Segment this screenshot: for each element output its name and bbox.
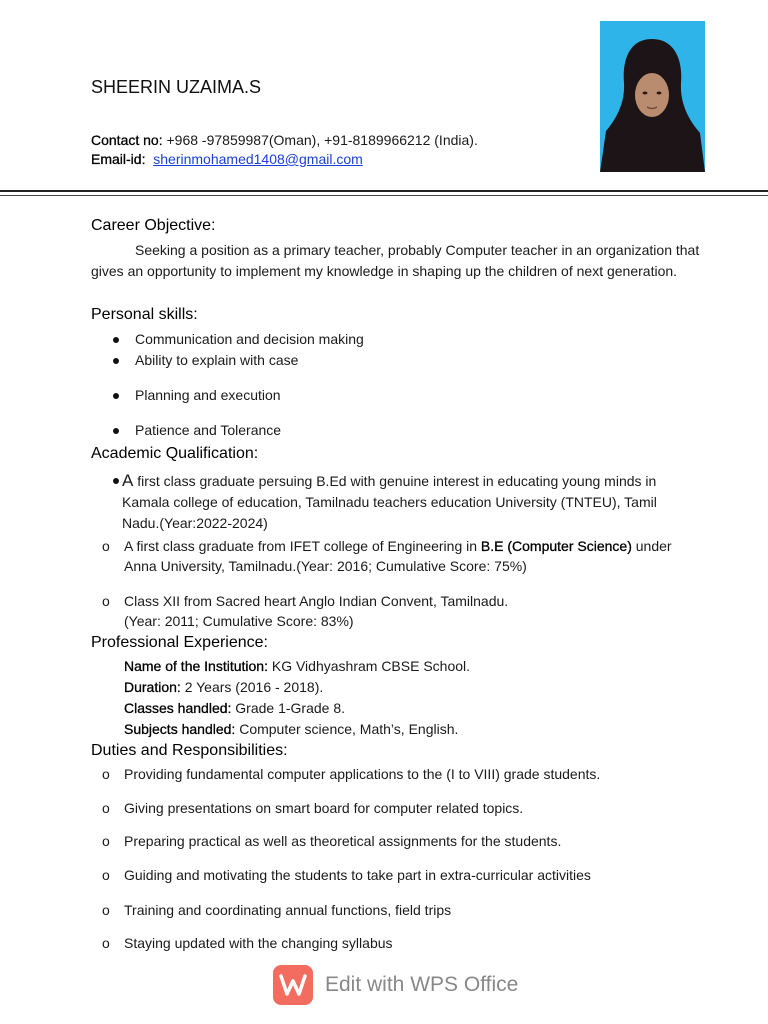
bed-line-2: Kamala college of education, Tamilnadu teachers education University (TNTEU), Tamil	[122, 494, 657, 510]
subjects-line	[124, 719, 458, 740]
circle-marker-icon: o	[102, 902, 110, 918]
header-rule-thin	[0, 195, 768, 196]
portrait-image	[600, 21, 705, 172]
circle-marker-icon: o	[102, 935, 110, 951]
circle-marker-icon: o	[102, 800, 110, 816]
classes-label: Classes handled:	[124, 700, 232, 716]
duty-text: Staying updated with the changing syllabus	[124, 935, 393, 951]
wps-watermark[interactable]	[273, 965, 518, 1005]
skill-text: Ability to explain with case	[135, 352, 299, 368]
bed-line-3: Nadu.(Year:2022-2024)	[122, 515, 268, 531]
xii-line-1: Class XII from Sacred heart Anglo Indian Convent, Tamilnadu.	[124, 593, 509, 609]
duration-line	[124, 677, 323, 698]
bullet-icon	[113, 393, 119, 399]
duty-text: Guiding and motivating the students to take part in extra-curricular activities	[124, 867, 591, 883]
bullet-icon	[113, 428, 119, 434]
wps-logo-icon	[273, 965, 313, 1005]
circle-marker-icon: o	[102, 833, 110, 849]
skill-text: Patience and Tolerance	[135, 422, 282, 438]
circle-marker-icon: o	[102, 538, 110, 554]
duties-heading: Duties and Responsibilities:	[91, 742, 288, 759]
experience-heading: Professional Experience:	[91, 634, 268, 651]
be-line-2: Anna University, Tamilnadu.(Year: 2016; Cumulative Score: 75%)	[124, 558, 527, 574]
wps-w-glyph	[279, 973, 307, 997]
institution-value: KG Vidhyashram CBSE School.	[267, 658, 471, 674]
wps-watermark-text: Edit with WPS Office	[325, 973, 519, 996]
career-text: Seeking a position as a primary teacher, probably Computer teacher in an organization that gives an opportunity to implement my knowledge in shaping up the children of next generation.	[91, 242, 700, 279]
header-rule	[0, 190, 768, 192]
candidate-name: SHEERIN UZAIMA.S	[91, 77, 262, 97]
subjects-label: Subjects handled:	[124, 721, 236, 737]
bullet-icon	[113, 358, 119, 364]
profile-photo	[600, 21, 705, 172]
be-text-a: A first class graduate from IFET college of Engineering in	[124, 538, 481, 554]
email-link[interactable]: sherinmohamed1408@gmail.com	[153, 151, 363, 167]
duty-text: Preparing practical as well as theoretical assignments for the students.	[124, 833, 562, 849]
bullet-icon	[113, 478, 119, 484]
duration-value: 2 Years (2016 - 2018).	[180, 679, 324, 695]
skills-heading: Personal skills:	[91, 306, 198, 323]
skill-text: Planning and execution	[135, 387, 281, 403]
bullet-icon	[113, 337, 119, 343]
contact-block	[91, 131, 478, 169]
contact-label: Contact no:	[91, 132, 163, 148]
circle-marker-icon: o	[102, 867, 110, 883]
duty-text: Providing fundamental computer applications to the (I to VIII) grade students.	[124, 766, 601, 782]
contact-value: +968 -97859987(Oman), +91-8189966212 (India).	[162, 132, 478, 148]
bed-line-1-text: first class graduate persuing B.Ed with genuine interest in educating young minds in	[133, 473, 657, 489]
email-label: Email-id:	[91, 151, 146, 167]
institution-label: Name of the Institution:	[124, 658, 268, 674]
be-degree: B.E (Computer Science)	[480, 538, 632, 554]
duration-label: Duration:	[124, 679, 181, 695]
circle-marker-icon: o	[102, 593, 110, 609]
subjects-value: Computer science, Math’s, English.	[235, 721, 459, 737]
contact-line	[91, 131, 478, 150]
duty-text: Giving presentations on smart board for computer related topics.	[124, 800, 524, 816]
career-text-block	[91, 240, 731, 282]
academic-heading: Academic Qualification:	[91, 445, 259, 462]
classes-line	[124, 698, 345, 719]
xii-line-2: (Year: 2011; Cumulative Score: 83%)	[124, 613, 354, 629]
email-line	[91, 150, 478, 169]
duty-text: Training and coordinating annual functions, field trips	[124, 902, 452, 918]
institution-line	[124, 656, 470, 677]
be-line-1	[124, 536, 672, 557]
skill-text: Communication and decision making	[135, 331, 364, 347]
be-text-c: under	[631, 538, 672, 554]
circle-marker-icon: o	[102, 766, 110, 782]
bed-initial: A	[122, 471, 134, 490]
bed-line-1	[122, 470, 656, 492]
career-heading: Career Objective:	[91, 217, 216, 234]
classes-value: Grade 1-Grade 8.	[231, 700, 346, 716]
